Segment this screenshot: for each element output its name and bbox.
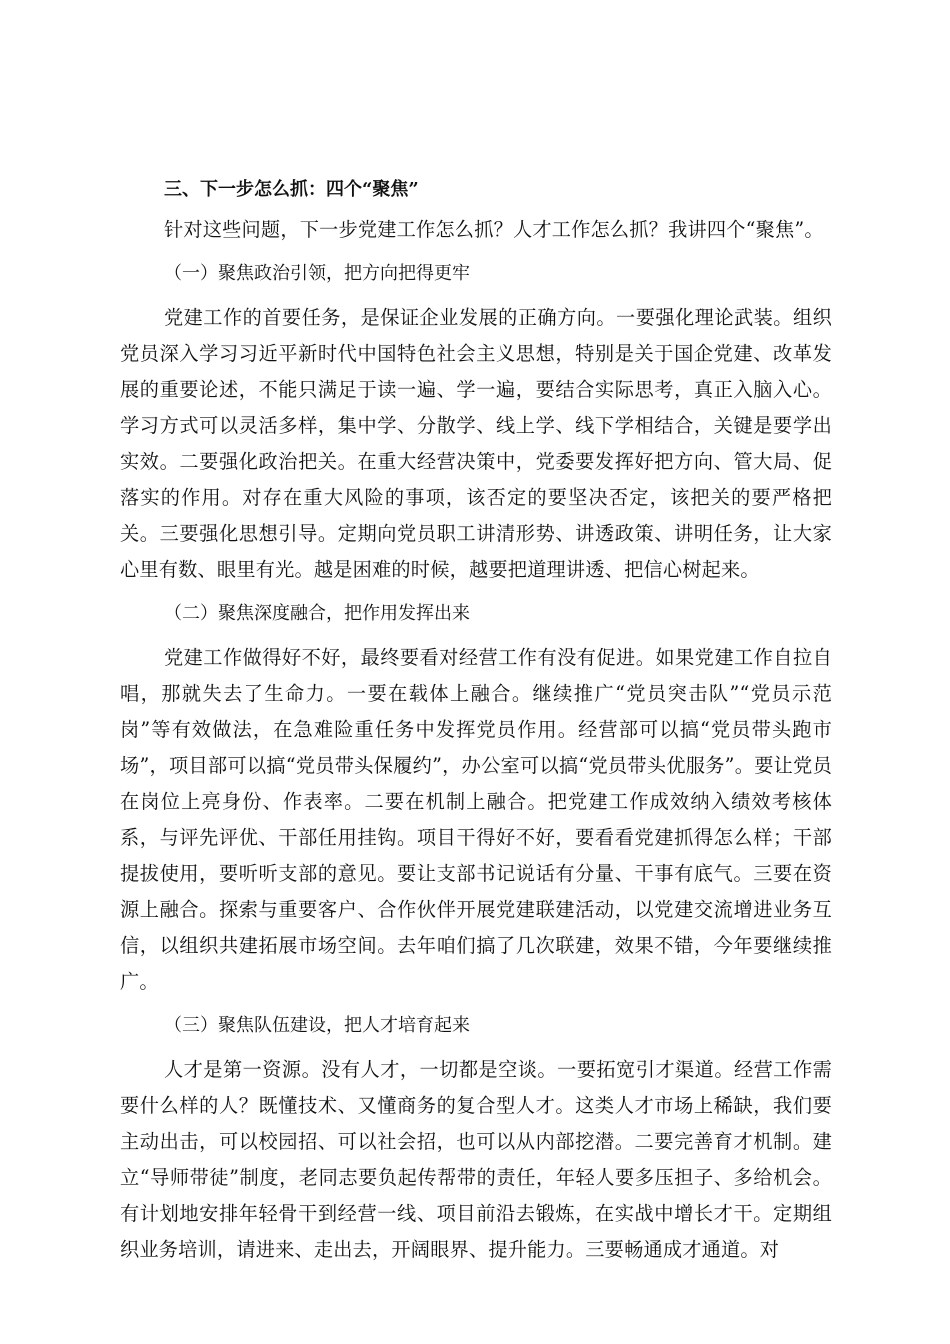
document-body <box>120 172 832 1268</box>
subsection-3-paragraph: 人才是第一资源。没有人才，一切都是空谈。一要拓宽引才渠道。经营工作需要什么样的人？既懂技术、又懂商务的复合型人才。这类人才市场上稀缺，我们要主动出击，可以校园招、可以社会招，也可以从内部挖潜。二要完善育才机制。建立“导师带徒”制度，老同志要负起传帮带的责任，年轻人要多压担子、多给机会。有计划地安排年轻骨干到经营一线、项目前沿去锻炼，在实战中增长才干。定期组织业务培训，请进来、走出去，开阔眼界、提升能力。三要畅通成才通道。对 <box>120 1058 832 1261</box>
subsection-1-paragraph: 党建工作的首要任务，是保证企业发展的正确方向。一要强化理论武装。组织党员深入学习习近平新时代中国特色社会主义思想，特别是关于国企党建、改革发展的重要论述，不能只满足于读一遍、学一遍，要结合实际思考，真正入脑入心。学习方式可以灵活多样，集中学、分散学、线上学、线下学相结合，关键是要学出实效。二要强化政治把关。在重大经营决策中，党委要发挥好把方向、管大局、促落实的作用。对存在重大风险的事项，该否定的要坚决否定，该把关的要严格把关。三要强化思想引导。定期向党员职工讲清形势、讲透政策、讲明任务，让大家心里有数、眼里有光。越是困难的时候，越要把道理讲透、把信心树起来。 <box>120 306 832 581</box>
section-heading: 三、下一步怎么抓：四个“聚焦” <box>164 179 419 200</box>
subsection-2-heading: （二）聚焦深度融合，把作用发挥出来 <box>164 603 470 624</box>
intro-paragraph: 针对这些问题，下一步党建工作怎么抓？人才工作怎么抓？我讲四个“聚焦”。 <box>164 218 824 241</box>
subsection-2-paragraph: 党建工作做得好不好，最终要看对经营工作有没有促进。如果党建工作自拉自唱，那就失去了生命力。一要在载体上融合。继续推广“党员突击队”“党员示范岗”等有效做法，在急难险重任务中发挥党员作用。经营部可以搞“党员带头跑市场”，项目部可以搞“党员带头保履约”，办公室可以搞“党员带头优服务”。要让党员在岗位上亮身份、作表率。二要在机制上融合。把党建工作成效纳入绩效考核体系，与评先评优、干部任用挂钩。项目干得好不好，要看看党建抓得怎么样；干部提拔使用，要听听支部的意见。要让支部书记说话有分量、干事有底气。三要在资源上融合。探索与重要客户、合作伙伴开展党建联建活动，以党建交流增进业务互信，以组织共建拓展市场空间。去年咱们搞了几次联建，效果不错，今年要继续推广。 <box>120 646 832 993</box>
subsection-1-heading: （一）聚焦政治引领，把方向把得更牢 <box>164 263 470 284</box>
subsection-3-heading: （三）聚焦队伍建设，把人才培育起来 <box>164 1015 470 1036</box>
